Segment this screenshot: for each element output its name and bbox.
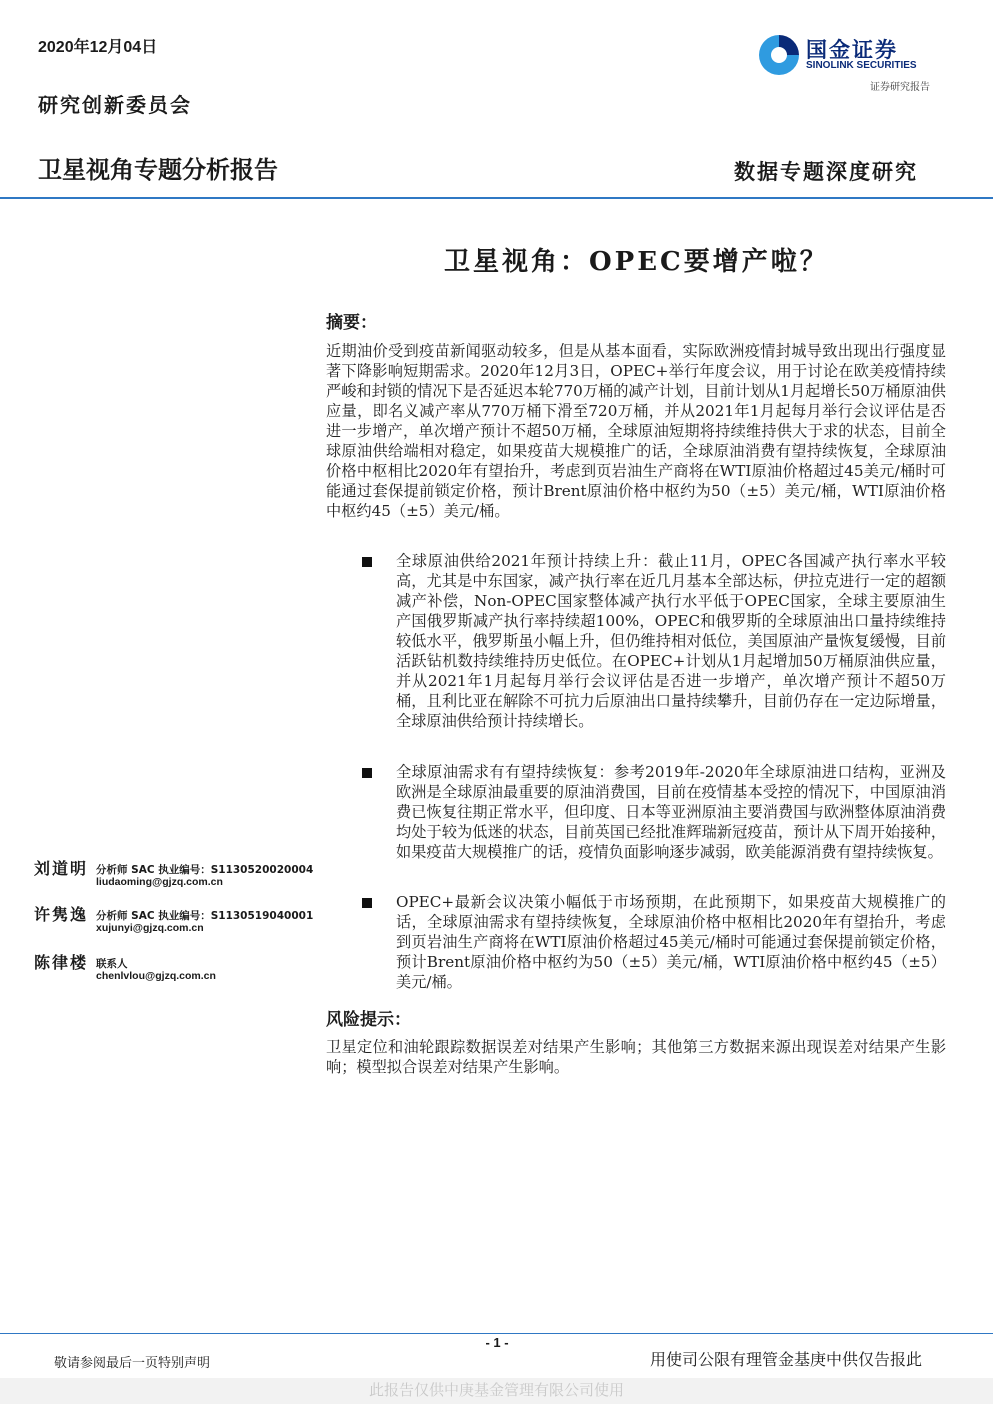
bullet-supply: 全球原油供给2021年预计持续上升：截止11月，OPEC各国减产执行率水平较高，尤其是中东国家，减产执行率在近几月基本全部达标，伊拉克进行一定的超额减产补偿，Non-OPEC国家整体减产执行水平低于OPEC国家，全球主要原油生产国俄罗斯减产执行率持续超100%，OPEC和俄罗斯的全球原油出口量持续维持较低水平，俄罗斯虽小幅上升，但仍维持相对低位，美国原油产量恢复缓慢，目前活跃钻机数持续维持历史低位。在OPEC+计划从1月起增加50万桶原油供应量，并从2021年1月起每月举行会议评估是否进一步增产，单次增产预计不超50万桶，且利比亚在解除不可抗力后原油出口量持续攀升，目前仍存在一定边际增量，全球原油供给预计持续增长。: [396, 552, 946, 730]
bullet-square-icon: [362, 898, 372, 908]
analyst-name: 许隽逸: [34, 905, 89, 924]
analyst-email: chenlvlou@gjzq.com.cn: [96, 970, 216, 982]
bullet-square-icon: [362, 557, 372, 567]
analyst-role: 联系人: [96, 958, 128, 970]
bullet-demand: 全球原油需求有有望持续恢复：参考2019年-2020年全球原油进口结构，亚洲及欧洲是全球原油最重要的原油消费国，目前在疫情基本受控的情况下，中国原油消费已恢复往期正常水平，但印度、日本等亚洲原油主要消费国与欧洲整体原油消费均处于较为低迷的状态，目前英国已经批准辉瑞新冠疫苗，预计从下周开始接种，如果疫苗大规模推广的话，疫情负面影响逐步减弱，欧美能源消费有望持续恢复。: [396, 763, 946, 861]
footer-divider: [0, 1333, 993, 1334]
summary-heading: 摘要：: [326, 313, 377, 333]
analyst-name: 陈律楼: [34, 953, 89, 972]
usage-note: 用使司公限有理管金基庚中供仅告报此: [650, 1350, 923, 1369]
analyst-email: xujunyi@gjzq.com.cn: [96, 922, 204, 934]
analyst-role: 分析师 SAC 执业编号：S1130520020004: [96, 864, 314, 876]
department-name: 研究创新委员会: [38, 93, 192, 117]
logo-subtitle: 证券研究报告: [870, 82, 930, 93]
header-divider: [0, 197, 993, 199]
watermark: 此报告仅供中庚基金管理有限公司使用: [0, 1378, 993, 1404]
bullet-outlook: OPEC+最新会议决策小幅低于市场预期，在此预期下，如果疫苗大规模推广的话，全球原油需求有望持续恢复，全球原油价格中枢相比2020年有望抬升，考虑到页岩油生产商将在WTI原油价格超过45美元/桶时可能通过套保提前锁定价格，预计Brent原油价格中枢约为50（±5）美元/桶，WTI原油价格中枢约45（±5）美元/桶。: [396, 893, 946, 991]
analyst-name: 刘道明: [34, 859, 89, 878]
risk-paragraph: 卫星定位和油轮跟踪数据误差对结果产生影响；其他第三方数据来源出现误差对结果产生影响；模型拟合误差对结果产生影响。: [326, 1038, 946, 1076]
logo-name-cn: 国金证券: [806, 38, 898, 62]
logo-name-en: SINOLINK SECURITIES: [806, 60, 917, 71]
page-number: - 1 -: [485, 1335, 509, 1350]
bullet-square-icon: [362, 768, 372, 778]
report-date: 2020年12月04日: [38, 39, 158, 56]
company-logo: [756, 30, 946, 94]
disclaimer-note: 敬请参阅最后一页特别声明: [54, 1356, 211, 1371]
report-series-title: 卫星视角专题分析报告: [38, 156, 278, 184]
analyst-role: 分析师 SAC 执业编号：S1130519040001: [96, 910, 314, 922]
report-type: 数据专题深度研究: [734, 159, 918, 184]
analyst-email: liudaoming@gjzq.com.cn: [96, 876, 223, 888]
logo-mark-icon: [756, 32, 802, 78]
report-main-title: 卫星视角：OPEC要增产啦？: [444, 247, 829, 277]
summary-paragraph: 近期油价受到疫苗新闻驱动较多，但是从基本面看，实际欧洲疫情封城导致出现出行强度显著下降影响短期需求。2020年12月3日，OPEC+举行年度会议，用于讨论在欧美疫情持续严峻和封锁的情况下是否延迟本轮770万桶的减产计划，目前计划从1月起增长50万桶原油供应量，即名义减产率从770万桶下滑至720万桶，并从2021年1月起每月举行会议评估是否进一步增产，单次增产预计不超50万桶，全球原油短期将持续维持供大于求的状态，目前全球原油供给端相对稳定，如果疫苗大规模推广的话，全球原油消费有望持续恢复，全球原油价格中枢相比2020年有望抬升，考虑到页岩油生产商将在WTI原油价格超过45美元/桶时可能通过套保提前锁定价格，预计Brent原油价格中枢约为50（±5）美元/桶，WTI原油价格中枢约45（±5）美元/桶。: [326, 342, 946, 520]
risk-heading: 风险提示：: [326, 1010, 411, 1030]
